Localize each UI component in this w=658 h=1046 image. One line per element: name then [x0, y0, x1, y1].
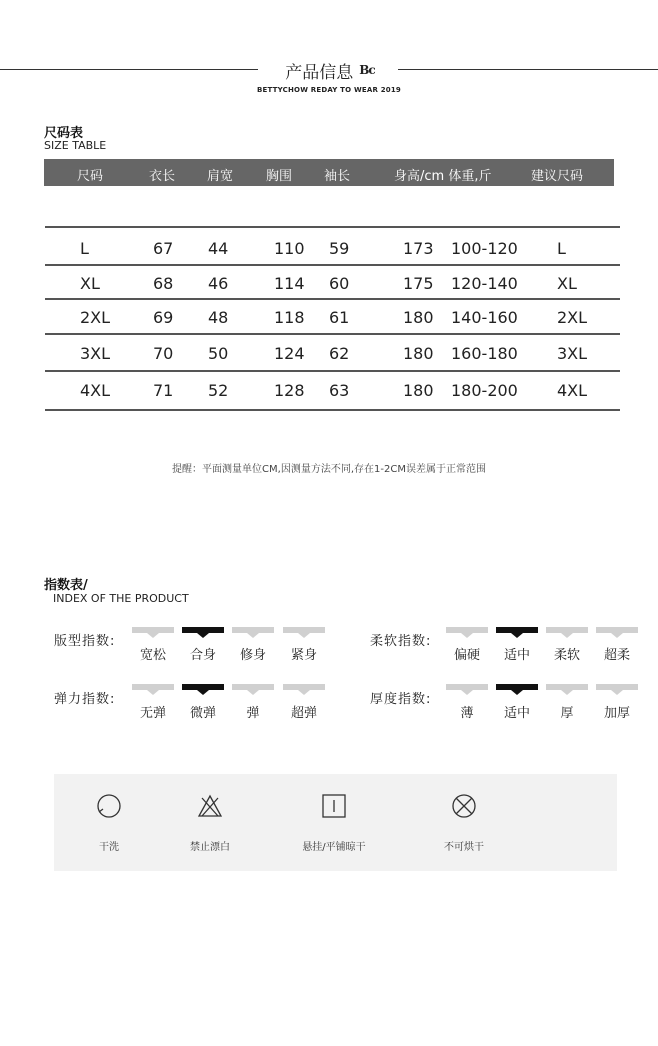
fit-index-bar-selected: [182, 627, 224, 633]
page-subtitle: BETTYCHOW REDAY TO WEAR 2019: [257, 86, 401, 94]
softness-index-label: 柔软指数:: [370, 634, 432, 649]
cell-shoulder: 52: [208, 381, 229, 400]
cell-weight: 100-120: [451, 239, 518, 258]
care-item-dry-clean: [69, 774, 149, 871]
cell-bust: 110: [274, 239, 305, 258]
table-row: [0, 336, 658, 370]
index-table-subtitle: INDEX OF THE PRODUCT: [53, 592, 189, 605]
softness-index-bar: [446, 627, 488, 633]
thickness-option-selected: 适中: [503, 706, 530, 721]
index-table-title: 指数表/: [44, 578, 88, 593]
fit-index-bar: [283, 627, 325, 633]
size-table-subtitle: SIZE TABLE: [44, 139, 107, 152]
softness-option: 超柔: [603, 648, 630, 663]
softness-index-bar-selected: [496, 627, 538, 633]
fit-option: 紧身: [290, 648, 317, 663]
dry-clean-icon: [95, 792, 123, 820]
cell-bust: 128: [274, 381, 305, 400]
row-divider: [45, 226, 620, 228]
elasticity-index-bar: [132, 684, 174, 690]
fit-index-bar: [132, 627, 174, 633]
cell-length: 67: [153, 239, 174, 258]
fit-option-selected: 合身: [189, 648, 216, 663]
cell-height: 180: [403, 381, 434, 400]
fit-option: 宽松: [139, 648, 166, 663]
page-title-text: 产品信息: [285, 62, 354, 83]
thickness-option: 薄: [460, 706, 474, 721]
softness-option: 偏硬: [453, 648, 480, 663]
cell-size: L: [80, 239, 89, 258]
column-header: 袖长: [324, 169, 351, 184]
cell-sleeve: 63: [329, 381, 350, 400]
cell-length: 71: [153, 381, 174, 400]
row-divider: [45, 370, 620, 372]
thickness-index-bar: [546, 684, 588, 690]
table-row: [0, 373, 658, 407]
elasticity-option-selected: 微弹: [189, 706, 216, 721]
softness-option: 柔软: [553, 648, 580, 663]
softness-index-bar: [596, 627, 638, 633]
cell-shoulder: 50: [208, 344, 229, 363]
care-item-no-bleach: [170, 774, 250, 871]
cell-height: 175: [403, 274, 434, 293]
hang-dry-icon: [320, 792, 348, 820]
elasticity-option: 无弹: [139, 706, 166, 721]
elasticity-index-bar-selected: [182, 684, 224, 690]
cell-bust: 118: [274, 308, 305, 327]
elasticity-option: 弹: [246, 706, 260, 721]
row-divider: [45, 409, 620, 411]
header-rule-right: [398, 69, 658, 70]
cell-size: 4XL: [80, 381, 111, 400]
cell-recommend: 4XL: [557, 381, 588, 400]
table-row: [0, 266, 658, 300]
cell-size: 2XL: [80, 308, 111, 327]
care-label: 禁止漂白: [190, 842, 230, 853]
cell-length: 68: [153, 274, 174, 293]
elasticity-index-label: 弹力指数:: [54, 692, 116, 707]
cell-recommend: 3XL: [557, 344, 588, 363]
cell-height: 180: [403, 344, 434, 363]
column-header: 身高/cm 体重,斤: [394, 169, 492, 184]
no-tumble-dry-icon: [450, 792, 478, 820]
column-header: 肩宽: [207, 169, 234, 184]
size-table-title: 尺码表: [44, 126, 84, 141]
cell-height: 180: [403, 308, 434, 327]
thickness-option: 加厚: [603, 706, 630, 721]
cell-recommend: XL: [557, 274, 577, 293]
cell-bust: 114: [274, 274, 305, 293]
fit-index-label: 版型指数:: [54, 634, 116, 649]
care-label: 干洗: [99, 842, 119, 853]
elasticity-option: 超弹: [290, 706, 317, 721]
cell-sleeve: 59: [329, 239, 350, 258]
column-header: 衣长: [149, 169, 176, 184]
cell-recommend: 2XL: [557, 308, 588, 327]
cell-shoulder: 44: [208, 239, 229, 258]
cell-weight: 120-140: [451, 274, 518, 293]
cell-length: 70: [153, 344, 174, 363]
care-item-no-tumble-dry: [424, 774, 504, 871]
column-header: 胸围: [266, 169, 293, 184]
care-label: 不可烘干: [444, 842, 484, 853]
cell-sleeve: 62: [329, 344, 350, 363]
cell-weight: 180-200: [451, 381, 518, 400]
table-row: [0, 231, 658, 265]
brand-logo: Bc: [359, 63, 375, 77]
thickness-index-bar: [446, 684, 488, 690]
measurement-note: 提醒：平面测量单位CM,因测量方法不同,存在1-2CM误差属于正常范围: [172, 464, 486, 475]
cell-length: 69: [153, 308, 174, 327]
thickness-index-bar: [596, 684, 638, 690]
cell-sleeve: 61: [329, 308, 350, 327]
elasticity-index-bar: [283, 684, 325, 690]
table-row: [0, 300, 658, 334]
cell-weight: 140-160: [451, 308, 518, 327]
care-item-hang-dry: [294, 774, 374, 871]
size-table-header: [44, 159, 614, 186]
softness-index-bar: [546, 627, 588, 633]
cell-weight: 160-180: [451, 344, 518, 363]
softness-option-selected: 适中: [503, 648, 530, 663]
cell-sleeve: 60: [329, 274, 350, 293]
cell-height: 173: [403, 239, 434, 258]
elasticity-index-bar: [232, 684, 274, 690]
page-title: [270, 58, 390, 82]
thickness-index-bar-selected: [496, 684, 538, 690]
cell-size: XL: [80, 274, 100, 293]
cell-shoulder: 46: [208, 274, 229, 293]
column-header: 尺码: [77, 169, 104, 184]
care-label: 悬挂/平铺晾干: [302, 842, 366, 853]
fit-option: 修身: [239, 648, 266, 663]
cell-bust: 124: [274, 344, 305, 363]
fit-index-bar: [232, 627, 274, 633]
thickness-index-label: 厚度指数:: [370, 692, 432, 707]
cell-recommend: L: [557, 239, 566, 258]
cell-shoulder: 48: [208, 308, 229, 327]
cell-size: 3XL: [80, 344, 111, 363]
header-rule-left: [0, 69, 258, 70]
no-bleach-icon: [196, 792, 224, 820]
thickness-option: 厚: [560, 706, 574, 721]
column-header: 建议尺码: [531, 169, 584, 184]
care-instructions-panel: [54, 774, 617, 871]
